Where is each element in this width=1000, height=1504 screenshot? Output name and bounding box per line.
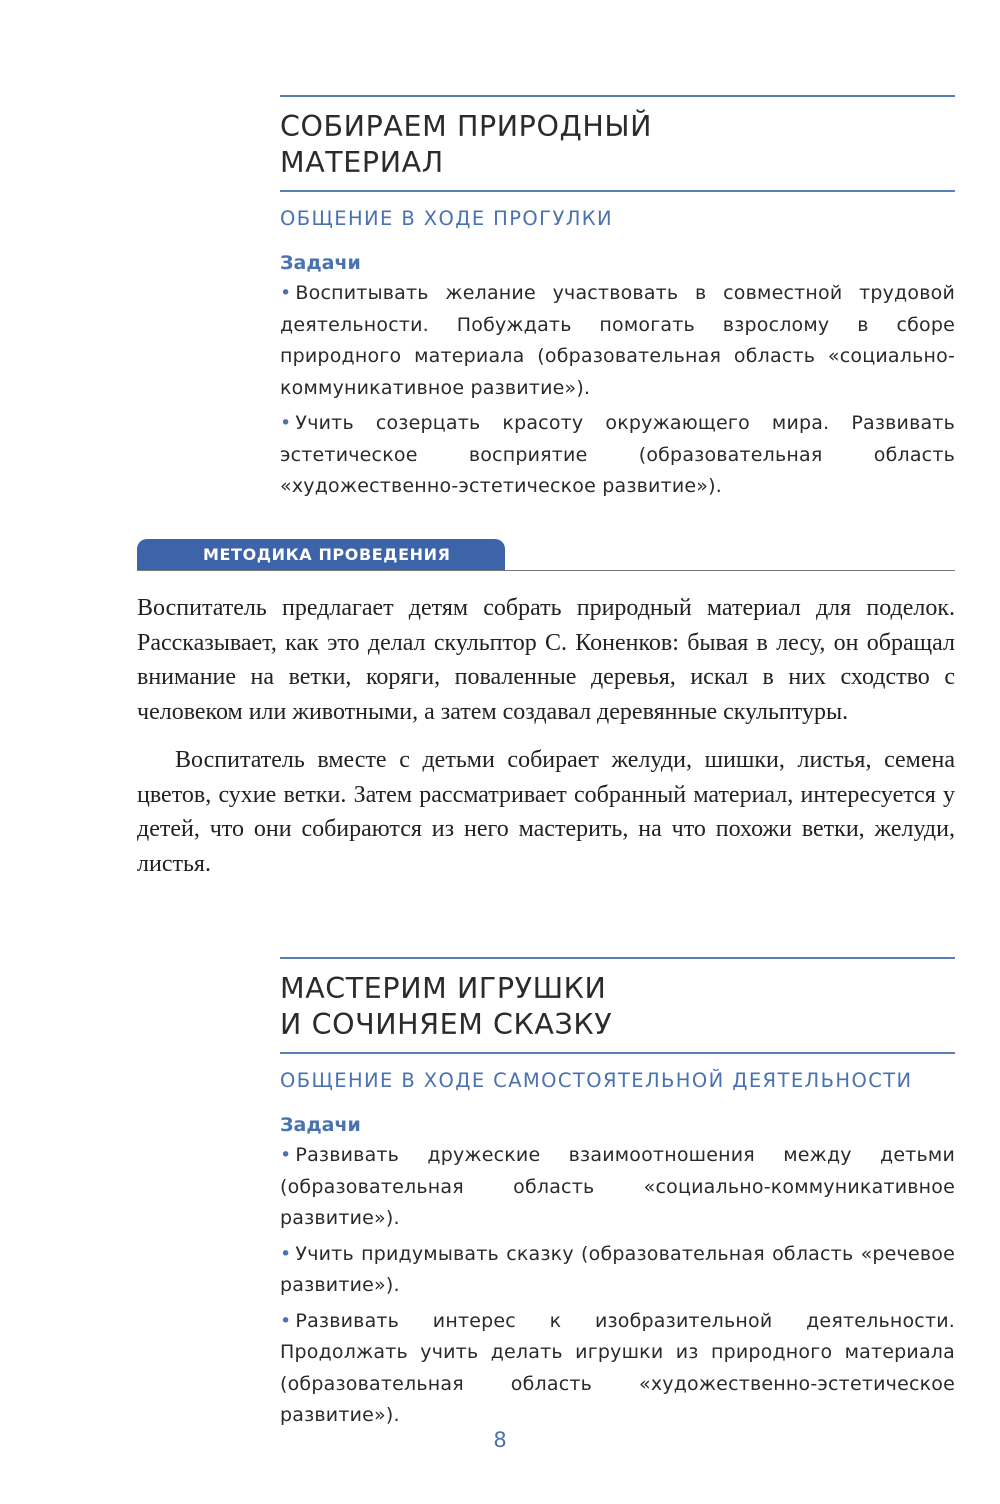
section-title-rule — [280, 1052, 955, 1054]
task-text: Учить созерцать красоту окружающего мира. Развивать эстетическое восприятие (образовательная область «художественно-эстетическое развитие»). — [280, 412, 955, 497]
methodology-tab: МЕТОДИКА ПРОВЕДЕНИЯ — [137, 539, 505, 570]
section-title — [280, 959, 955, 1052]
methodology-rule — [137, 570, 955, 571]
body-paragraph: Воспитатель предлагает детям собрать природный материал для поделок. Рассказывает, как это делал скульптор С. Коненков: бывая в лесу, он обращал внимание на ветки, коряги, поваленные деревья, искал в них сходство с человеком или животными, а затем создавал деревянные скульптуры. — [137, 595, 955, 725]
tasks-label: Задачи — [280, 252, 361, 274]
section-title-line-1: СОБИРАЕМ ПРИРОДНЫЙ — [280, 110, 653, 143]
task-item — [280, 408, 955, 503]
section-title-line-2: И СОЧИНЯЕМ СКАЗКУ — [280, 1008, 613, 1041]
section-making-toys — [280, 957, 955, 1436]
methodology-header — [137, 539, 955, 571]
task-item — [280, 278, 955, 404]
methodology-body — [137, 591, 955, 895]
bullet-icon: • — [280, 1309, 292, 1332]
task-item — [280, 1306, 955, 1432]
section-title-line-1: МАСТЕРИМ ИГРУШКИ — [280, 972, 607, 1005]
tasks-label: Задачи — [280, 1114, 361, 1136]
task-item — [280, 1239, 955, 1302]
bullet-icon: • — [280, 412, 292, 434]
bullet-icon: • — [280, 1242, 292, 1265]
section-collecting-material — [280, 95, 955, 507]
task-item — [280, 1140, 955, 1235]
task-text: Развивать дружеские взаимоотношения между детьми (образовательная область «социально-коммуникативное развитие»). — [280, 1144, 955, 1229]
section-title-line-2: МАТЕРИАЛ — [280, 146, 444, 179]
body-paragraph: Воспитатель вместе с детьми собирает желуди, шишки, листья, семена цветов, сухие ветки. Затем рассматривает собранный материал, интересуется у детей, что они собираются из него мастерить, на что похожи ветки, желуди, листья. — [137, 747, 955, 877]
section-subtitle: ОБЩЕНИЕ В ХОДЕ ПРОГУЛКИ — [280, 207, 614, 230]
bullet-icon: • — [280, 1144, 292, 1166]
bullet-icon: • — [280, 282, 292, 304]
section-subtitle: ОБЩЕНИЕ В ХОДЕ САМОСТОЯТЕЛЬНОЙ ДЕЯТЕЛЬНОСТИ — [280, 1069, 913, 1092]
task-text: Развивать интерес к изобразительной деятельности. Продолжать учить делать игрушки из природного материала (образовательная область «художественно-эстетическое развитие»). — [280, 1309, 955, 1426]
section-title-rule — [280, 190, 955, 192]
section-title — [280, 97, 955, 190]
page-number: 8 — [493, 1428, 507, 1452]
task-text: Учить придумывать сказку (образовательная область «речевое развитие»). — [280, 1242, 955, 1296]
task-text: Воспитывать желание участвовать в совместной трудовой деятельности. Побуждать помогать взрослому в сборе природного материала (образовательная область «социально-коммуникативное развитие»). — [280, 282, 955, 399]
